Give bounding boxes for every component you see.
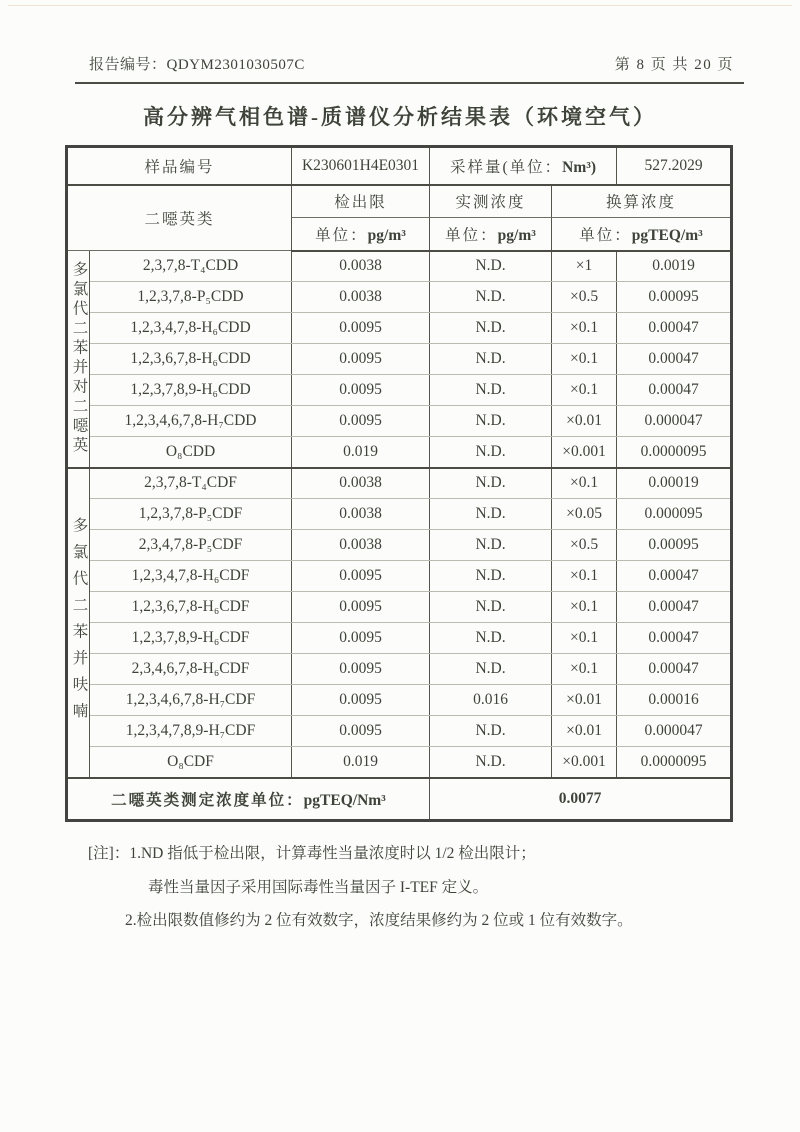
unit-label: 单位： bbox=[445, 226, 498, 244]
measured-value-cell: N.D. bbox=[430, 499, 552, 530]
converted-value-cell: 0.00047 bbox=[617, 654, 732, 685]
measured-unit: pg/m³ bbox=[497, 226, 536, 244]
sample-volume-label bbox=[430, 147, 617, 185]
congener-name-cell: 1,2,3,4,7,8,9-H₇CDF bbox=[90, 716, 292, 747]
detection-limit-cell: 0.0038 bbox=[292, 468, 430, 499]
congener-name-cell: 1,2,3,7,8,9-H₆CDD bbox=[90, 375, 292, 406]
sample-id-value: K230601H4E0301 bbox=[292, 147, 430, 185]
converted-value-cell: 0.00047 bbox=[617, 344, 732, 375]
converted-concentration-header: 换算浓度 bbox=[552, 185, 732, 218]
measured-value-cell: N.D. bbox=[430, 654, 552, 685]
detection-limit-cell: 0.019 bbox=[292, 747, 430, 778]
converted-value-cell: 0.00047 bbox=[617, 561, 732, 592]
document-title: 高分辨气相色谱-质谱仪分析结果表（环境空气） bbox=[143, 105, 657, 129]
converted-unit: pgTEQ/m³ bbox=[631, 226, 703, 244]
congener-name-cell: 1,2,3,4,6,7,8-H₇CDD bbox=[90, 406, 292, 437]
converted-unit-cell bbox=[552, 218, 732, 251]
detection-limit-cell: 0.0038 bbox=[292, 251, 430, 282]
tef-factor-cell: ×0.1 bbox=[552, 468, 617, 499]
footnotes bbox=[88, 843, 770, 931]
tef-factor-cell: ×1 bbox=[552, 251, 617, 282]
total-teq-unit: pgTEQ/Nm³ bbox=[303, 791, 386, 809]
converted-value-cell: 0.0019 bbox=[617, 251, 732, 282]
congener-row bbox=[67, 282, 732, 313]
detection-limit-cell: 0.0095 bbox=[292, 561, 430, 592]
detection-limit-cell: 0.0095 bbox=[292, 685, 430, 716]
measured-value-cell: N.D. bbox=[430, 251, 552, 282]
congener-name-cell: O₈CDD bbox=[90, 437, 292, 468]
page-header bbox=[75, 46, 744, 84]
congener-row bbox=[67, 406, 732, 437]
tef-factor-cell: ×0.01 bbox=[552, 406, 617, 437]
page-indicator: 第 8 页 共 20 页 bbox=[614, 57, 734, 73]
congener-name-cell: 2,3,4,6,7,8-H₆CDF bbox=[90, 654, 292, 685]
total-teq-row bbox=[67, 778, 732, 821]
scan-edge-line bbox=[8, 5, 792, 6]
congener-name-cell: 1,2,3,7,8,9-H₆CDF bbox=[90, 623, 292, 654]
congener-name-cell: 2,3,4,7,8-P₅CDF bbox=[90, 530, 292, 561]
results-table bbox=[65, 145, 733, 822]
report-number: 报告编号：QDYM2301030507C bbox=[89, 57, 305, 73]
measured-value-cell: N.D. bbox=[430, 592, 552, 623]
congener-row bbox=[67, 685, 732, 716]
converted-value-cell: 0.000047 bbox=[617, 716, 732, 747]
tef-factor-cell: ×0.5 bbox=[552, 282, 617, 313]
congener-row bbox=[67, 344, 732, 375]
sample-volume-unit: Nm³) bbox=[562, 158, 597, 176]
tef-factor-cell: ×0.1 bbox=[552, 344, 617, 375]
detection-limit-unit-cell bbox=[292, 218, 430, 251]
congener-row bbox=[67, 592, 732, 623]
congener-name-cell: 2,3,7,8-T₄CDD bbox=[90, 251, 292, 282]
column-header-row bbox=[67, 185, 732, 218]
detection-limit-header: 检出限 bbox=[292, 185, 430, 218]
tef-factor-cell: ×0.1 bbox=[552, 592, 617, 623]
detection-limit-cell: 0.0038 bbox=[292, 499, 430, 530]
converted-value-cell: 0.00019 bbox=[617, 468, 732, 499]
congener-row bbox=[67, 654, 732, 685]
tef-factor-cell: ×0.01 bbox=[552, 716, 617, 747]
sample-volume-label-text: 采样量(单位： bbox=[449, 158, 563, 176]
congener-name-cell: 1,2,3,6,7,8-H₆CDD bbox=[90, 344, 292, 375]
measured-value-cell: N.D. bbox=[430, 561, 552, 592]
measured-value-cell: N.D. bbox=[430, 437, 552, 468]
tef-factor-cell: ×0.1 bbox=[552, 654, 617, 685]
congener-row bbox=[67, 623, 732, 654]
total-teq-label-text: 二噁英类测定浓度单位： bbox=[111, 791, 304, 809]
congener-name-cell: 2,3,7,8-T₄CDF bbox=[90, 468, 292, 499]
tef-factor-cell: ×0.01 bbox=[552, 685, 617, 716]
detection-limit-cell: 0.0095 bbox=[292, 344, 430, 375]
converted-value-cell: 0.0000095 bbox=[617, 437, 732, 468]
congener-group-label: 多氯代二苯并对二噁英 bbox=[67, 251, 90, 468]
measured-value-cell: 0.016 bbox=[430, 685, 552, 716]
congener-row bbox=[67, 530, 732, 561]
detection-limit-cell: 0.0095 bbox=[292, 654, 430, 685]
note-line-2: 毒性当量因子采用国际毒性当量因子 I-TEF 定义。 bbox=[148, 879, 489, 896]
note-line-1: [注]：1.ND 指低于检出限，计算毒性当量浓度时以 1/2 检出限计； bbox=[88, 845, 536, 862]
measured-value-cell: N.D. bbox=[430, 406, 552, 437]
tef-factor-cell: ×0.1 bbox=[552, 375, 617, 406]
measured-value-cell: N.D. bbox=[430, 716, 552, 747]
congener-name-cell: 1,2,3,4,7,8-H₆CDF bbox=[90, 561, 292, 592]
converted-value-cell: 0.00047 bbox=[617, 375, 732, 406]
congener-group-label: 多氯代二苯并呋喃 bbox=[67, 468, 90, 778]
tef-factor-cell: ×0.001 bbox=[552, 437, 617, 468]
congener-name-cell: 1,2,3,7,8-P₅CDD bbox=[90, 282, 292, 313]
measured-value-cell: N.D. bbox=[430, 282, 552, 313]
converted-value-cell: 0.00047 bbox=[617, 623, 732, 654]
measured-value-cell: N.D. bbox=[430, 530, 552, 561]
total-teq-value: 0.0077 bbox=[430, 778, 732, 821]
detection-limit-cell: 0.0095 bbox=[292, 623, 430, 654]
sample-volume-value: 527.2029 bbox=[617, 147, 732, 185]
tef-factor-cell: ×0.1 bbox=[552, 561, 617, 592]
measured-value-cell: N.D. bbox=[430, 375, 552, 406]
tef-factor-cell: ×0.1 bbox=[552, 313, 617, 344]
converted-value-cell: 0.0000095 bbox=[617, 747, 732, 778]
measured-concentration-header: 实测浓度 bbox=[430, 185, 552, 218]
detection-limit-cell: 0.0095 bbox=[292, 313, 430, 344]
sample-info-row bbox=[67, 147, 732, 185]
sample-id-label: 样品编号 bbox=[67, 147, 292, 185]
congener-name-cell: 1,2,3,4,6,7,8-H₇CDF bbox=[90, 685, 292, 716]
note-line-3: 2.检出限数值修约为 2 位有效数字，浓度结果修约为 2 位或 1 位有效数字。 bbox=[125, 912, 633, 929]
detection-limit-cell: 0.0095 bbox=[292, 406, 430, 437]
congener-name-cell: 1,2,3,7,8-P₅CDF bbox=[90, 499, 292, 530]
congener-name-cell: 1,2,3,4,7,8-H₆CDD bbox=[90, 313, 292, 344]
converted-value-cell: 0.00047 bbox=[617, 592, 732, 623]
unit-label: 单位： bbox=[315, 226, 368, 244]
tef-factor-cell: ×0.5 bbox=[552, 530, 617, 561]
congener-row bbox=[67, 437, 732, 468]
detection-limit-cell: 0.0038 bbox=[292, 282, 430, 313]
tef-factor-cell: ×0.05 bbox=[552, 499, 617, 530]
total-teq-label bbox=[67, 778, 430, 821]
converted-value-cell: 0.000047 bbox=[617, 406, 732, 437]
tef-factor-cell: ×0.001 bbox=[552, 747, 617, 778]
measured-value-cell: N.D. bbox=[430, 344, 552, 375]
congener-row bbox=[67, 499, 732, 530]
detection-limit-cell: 0.0038 bbox=[292, 530, 430, 561]
measured-value-cell: N.D. bbox=[430, 747, 552, 778]
congener-row bbox=[67, 468, 732, 499]
congener-row bbox=[67, 313, 732, 344]
converted-value-cell: 0.00095 bbox=[617, 530, 732, 561]
detection-limit-cell: 0.0095 bbox=[292, 592, 430, 623]
detection-limit-cell: 0.019 bbox=[292, 437, 430, 468]
measured-value-cell: N.D. bbox=[430, 623, 552, 654]
converted-value-cell: 0.00016 bbox=[617, 685, 732, 716]
congener-name-cell: 1,2,3,6,7,8-H₆CDF bbox=[90, 592, 292, 623]
converted-value-cell: 0.000095 bbox=[617, 499, 732, 530]
detection-limit-cell: 0.0095 bbox=[292, 716, 430, 747]
congener-row bbox=[67, 561, 732, 592]
detection-limit-cell: 0.0095 bbox=[292, 375, 430, 406]
congener-name-cell: O₈CDF bbox=[90, 747, 292, 778]
measured-unit-cell bbox=[430, 218, 552, 251]
measured-value-cell: N.D. bbox=[430, 468, 552, 499]
detection-limit-unit: pg/m³ bbox=[367, 226, 406, 244]
congener-row bbox=[67, 716, 732, 747]
congener-row bbox=[67, 747, 732, 778]
analyte-class-header: 二噁英类 bbox=[67, 185, 292, 251]
measured-value-cell: N.D. bbox=[430, 313, 552, 344]
converted-value-cell: 0.00095 bbox=[617, 282, 732, 313]
congener-row bbox=[67, 251, 732, 282]
congener-row bbox=[67, 375, 732, 406]
unit-label: 单位： bbox=[579, 226, 632, 244]
converted-value-cell: 0.00047 bbox=[617, 313, 732, 344]
tef-factor-cell: ×0.1 bbox=[552, 623, 617, 654]
